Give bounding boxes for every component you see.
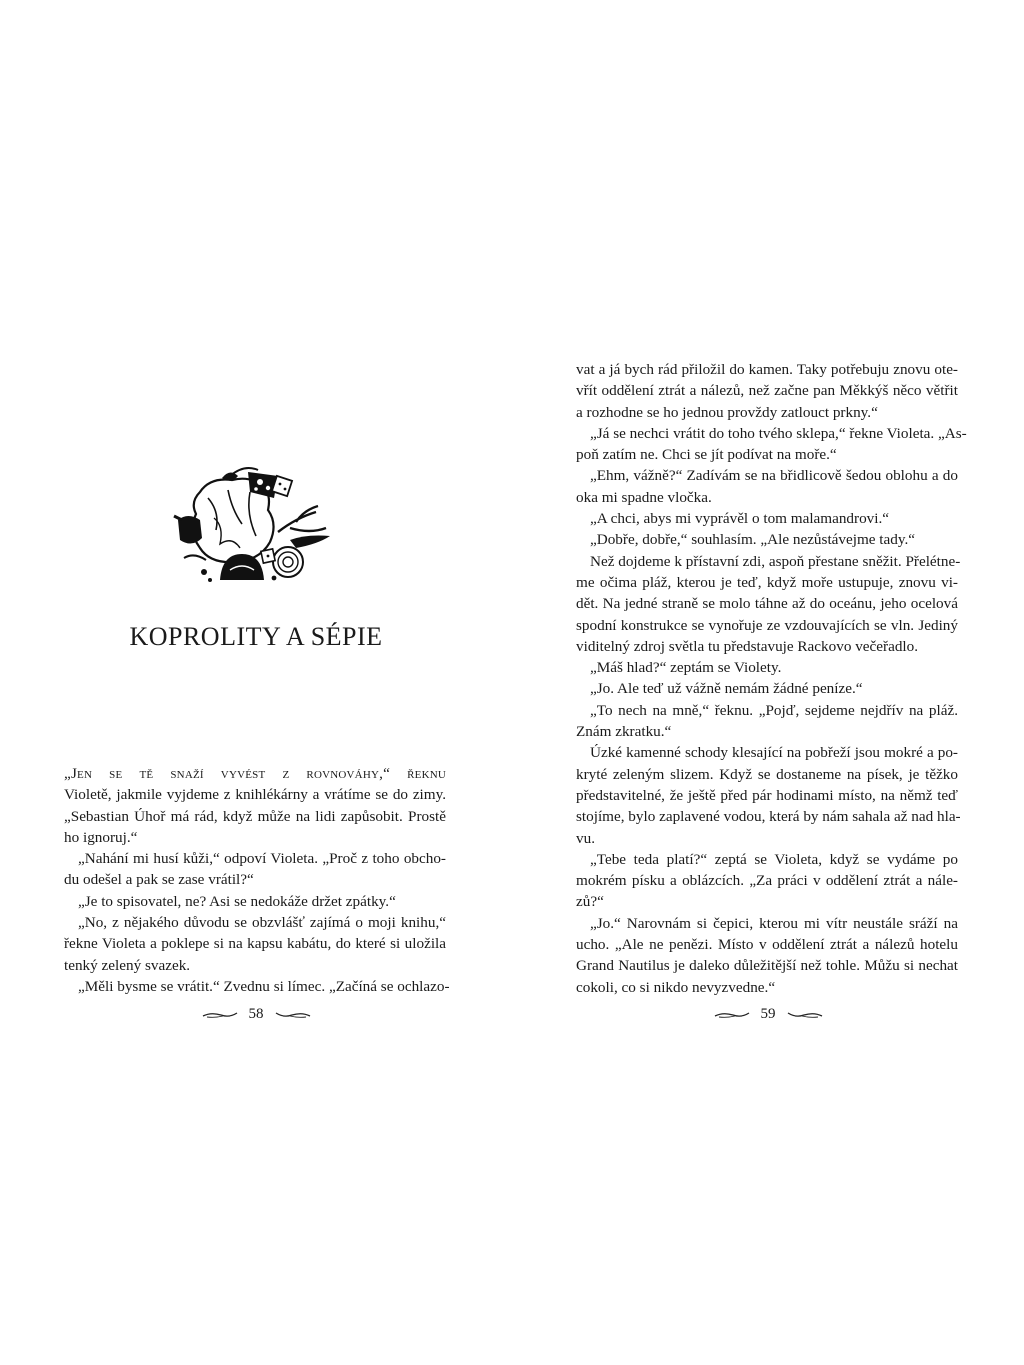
text-line: ucho. „Ale ne penězi. Místo v oddělení ztrát a nálezů hotelu [576, 936, 958, 954]
text-line: „Máš hlad?“ zeptám se Violety. [590, 659, 782, 677]
text-line: spodní konstrukce se vynořuje ze vzdouvajících se vln. Jediný [576, 616, 958, 634]
swash-ornament-icon [713, 1010, 751, 1020]
text-line: vat a já bych rád přiložil do kamen. Taky potřebuju znovu ote- [576, 361, 958, 378]
text-line: Violetě, jakmile vyjdeme z knihlékárny a vrátíme se do zimy. [64, 786, 446, 804]
text-line: Úzké kamenné schody klesající na pobřeží jsou mokré a po- [590, 744, 958, 762]
text-line: me očima pláž, kterou je teď, když moře ustupuje, znovu vi- [576, 573, 958, 591]
page-number: 59 [760, 1006, 776, 1022]
text-line: „No, z nějakého důvodu se obzvlášť zajímá o moji knihu,“ [78, 914, 446, 932]
text-line: tenký zelený svazek. [64, 956, 191, 974]
text-line: „Měli bysme se vrátit.“ Zvednu si límec. „Začíná se ochlazo- [78, 977, 450, 995]
body-text [576, 359, 967, 998]
swash-ornament-icon [201, 1010, 239, 1020]
text-line: „Jo. Ale teď už vážně nemám žádné peníze.“ [590, 680, 863, 698]
text-line: cokoli, co si nikdo nevyzvedne.“ [576, 978, 776, 996]
text-line: „A chci, abys mi vyprávěl o tom malamandrovi.“ [590, 510, 890, 528]
text-line: viditelný zdroj světla tu představuje Rackovo večeřadlo. [576, 637, 919, 655]
text-line: mokrém písku a oblázcích. „Za práci v oddělení ztrát a nále- [576, 872, 958, 890]
text-line: představitelné, že ještě před pár hodinami místo, na němž teď [576, 786, 958, 804]
page-number: 58 [248, 1006, 264, 1022]
text-line: „Jen se tě snaží vyvést z rovnováhy,“ řeknu [64, 765, 446, 782]
text-line: „Jo.“ Narovnám si čepici, kterou mi vítr neustále sráží na [590, 914, 958, 932]
text-line: stojíme, bylo zaplavené vodou, která by nám sahala až nad hla- [576, 808, 961, 826]
swash-ornament-icon [274, 1010, 312, 1020]
swash-ornament-icon [786, 1010, 824, 1020]
chapter-title: KOPROLITY A SÉPIE [129, 622, 383, 651]
text-line: poň zatím ne. Chci se jít podívat na moře.“ [576, 446, 837, 464]
page-number-footer [512, 1006, 1024, 1023]
text-line: „Ehm, vážně?“ Zadívám se na břidlicově šedou oblohu a do [590, 467, 958, 485]
text-line: a rozhodne se ho jednou provždy zatlouct prkny.“ [576, 403, 878, 421]
text-line: zů?“ [576, 893, 604, 911]
text-line: Grand Nautilus je daleko důležitější než tohle. Můžu si nechat [576, 957, 958, 975]
text-line: ho ignoruj.“ [64, 828, 138, 846]
text-line: Než dojdeme k přístavní zdi, aspoň přestane sněžit. Přelétne- [590, 552, 961, 570]
text-line: oka mi spadne vločka. [576, 488, 712, 506]
text-line: „Nahání mi husí kůži,“ odpoví Violeta. „Proč z toho obcho- [78, 850, 446, 868]
text-line: vřít oddělení ztrát a nálezů, než začne pan Měkkýš něco větřit [576, 382, 958, 400]
text-line: du odešel a pak se zase vrátil?“ [64, 871, 254, 889]
text-line: řekne Violeta a poklepe si na kapsu kabátu, do které si uložila [64, 935, 446, 953]
text-line: dět. Na jedné straně se molo táhne až do oceánu, jeho ocelová [576, 595, 958, 613]
found-objects-illustration-icon [170, 462, 335, 587]
right-page [512, 0, 1024, 1365]
text-line: „Já se nechci vrátit do toho tvého sklepa,“ řekne Violeta. „As- [590, 424, 967, 442]
text-line: „Tebe teda platí?“ zeptá se Violeta, když se vydáme po [590, 850, 958, 868]
text-line: „To nech na mně,“ řeknu. „Pojď, sejdeme nejdřív na pláž. [590, 701, 958, 719]
text-line: „Dobře, dobře,“ souhlasím. „Ale nezůstávejme tady.“ [590, 531, 916, 549]
text-line: „Sebastian Úhoř má rád, když může na lidi zapůsobit. Prostě [64, 807, 446, 825]
text-line: vu. [576, 829, 595, 847]
body-text [64, 763, 450, 997]
text-line: kryté zeleným slizem. Když se dostaneme na písek, je těžko [576, 765, 958, 783]
text-line: Znám zkratku.“ [576, 723, 672, 741]
page-number-footer [0, 1006, 512, 1023]
text-line: „Je to spisovatel, ne? Asi se nedokáže držet zpátky.“ [78, 892, 396, 910]
